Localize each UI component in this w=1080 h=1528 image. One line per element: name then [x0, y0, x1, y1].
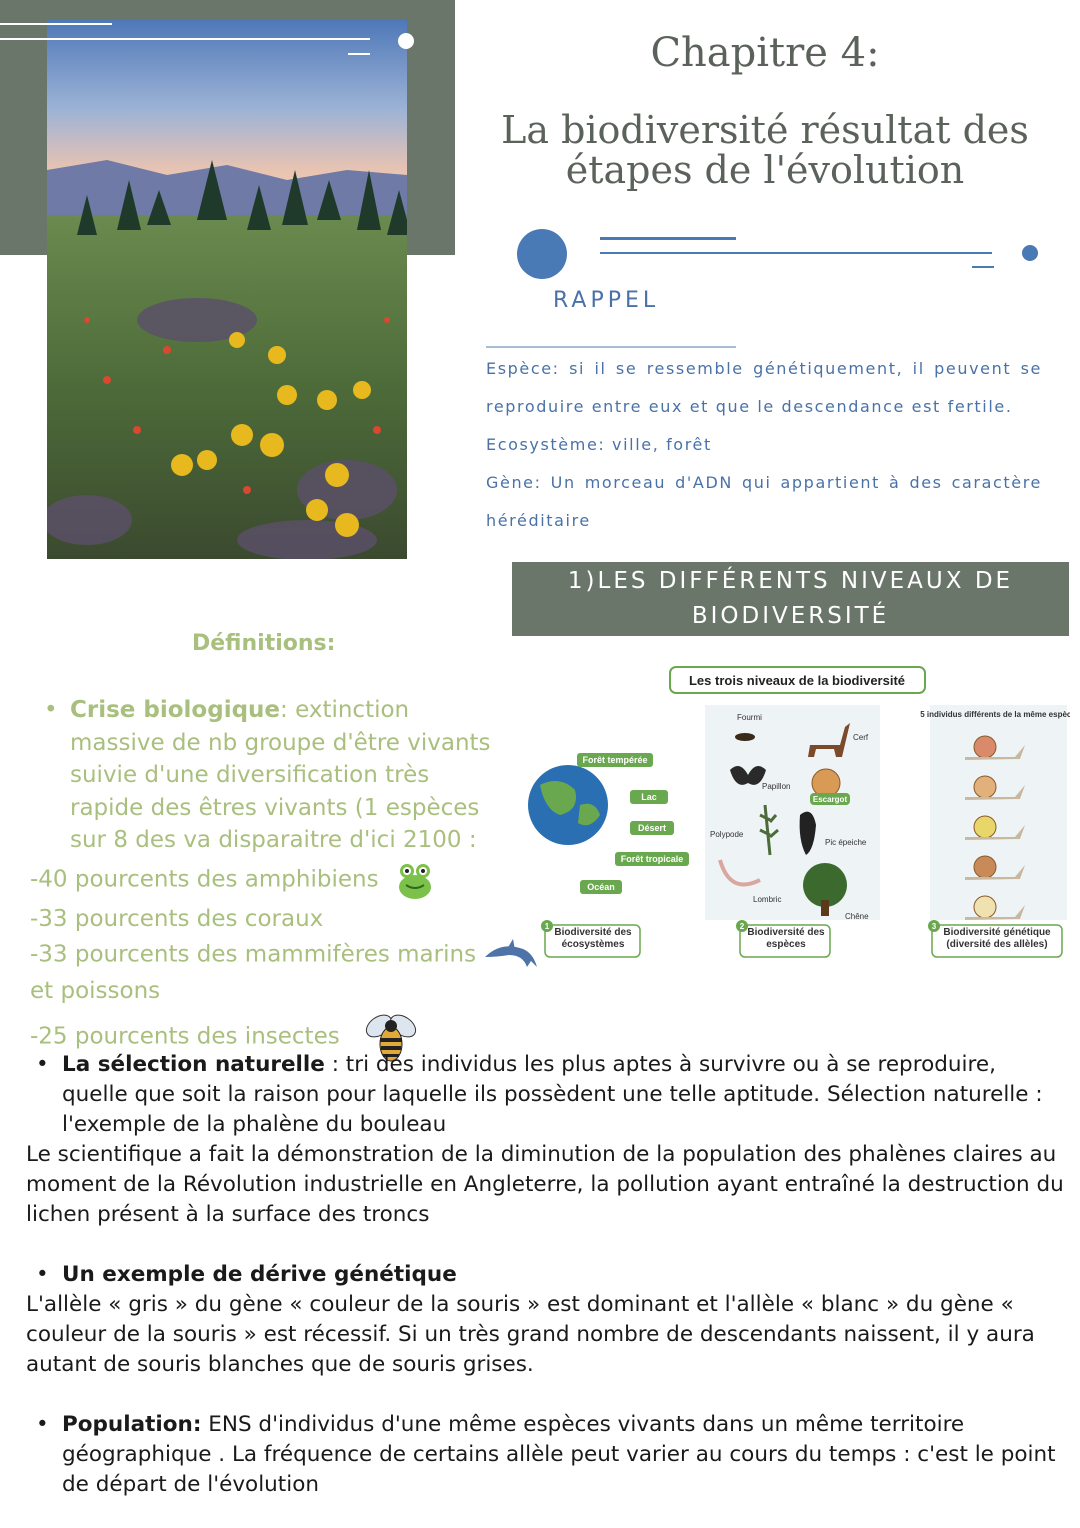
list-item	[26, 1050, 1066, 1140]
deco-dot	[517, 229, 567, 279]
paragraph: Le scientifique a fait la démonstration de la diminution de la population des phalènes claires au moment de la Révolution industrielle en Angleterre, la pollution ayant entraîné la destruction du lichen présent à la surface des troncs	[26, 1142, 1064, 1227]
body-content	[26, 1050, 1066, 1500]
deco-line	[972, 266, 994, 268]
definitions-title: Définitions:	[192, 631, 336, 656]
caption-number: 1	[544, 922, 550, 931]
page-title	[480, 110, 1050, 190]
term: Un exemple de dérive génétique	[62, 1262, 457, 1287]
deco-line	[0, 38, 370, 40]
genetic-panel	[930, 705, 1067, 920]
list-item	[30, 694, 500, 857]
definition-espece: Espèce: si il se ressemble génétiquement, il peuvent se reproduire entre eux et que le descendance est fertile.	[486, 359, 1042, 416]
stat-line	[30, 857, 500, 903]
caption-genetic: Biodiversité génétique (diversité des allèles)	[943, 927, 1051, 950]
term: La sélection naturelle	[62, 1052, 325, 1077]
rappel-definitions	[486, 350, 1042, 540]
bullet-icon: •	[44, 697, 58, 723]
caption-ecosystems: Biodiversité des écosystèmes	[554, 927, 632, 950]
stat-line	[30, 935, 500, 975]
stat-amphibiens: -40 pourcents des amphibiens	[30, 866, 379, 892]
deco-line	[0, 23, 112, 25]
eco-label: Forêt tropicale	[620, 854, 684, 864]
biodiversity-levels-figure	[520, 665, 1070, 965]
genetic-heading: 5 individus différents de la même espèce	[920, 710, 1070, 719]
section-heading-line: BIODIVERSITÉ	[691, 603, 890, 629]
species-label: Polypode	[710, 830, 744, 839]
bullet-icon: •	[36, 1052, 49, 1077]
list-item	[26, 1260, 1066, 1290]
term-definition: ENS d'individus d'une même espèces vivants dans un même territoire géographique . La fréquence de certains allèle peut varier au cours du temps : c'est le point de départ de l'évolution	[62, 1412, 1056, 1497]
chapter-heading: Chapitre 4:	[650, 30, 880, 76]
page-title-line: étapes de l'évolution	[565, 148, 965, 192]
term-definition: : extinction massive de nb groupe d'être vivants suivie d'une diversification très rapide des êtres vivants (1 espèces sur 8 des va disparaitre d'ici 2100 :	[70, 697, 491, 853]
rappel-heading: RAPPEL	[553, 288, 660, 313]
frog-icon	[392, 857, 438, 903]
term-definition: : tri des individus les plus aptes à survivre ou à se reproduire, quelle que soit la raison pour laquelle ils possèdent une telle aptitude. Sélection naturelle : l'exemple de la phalène du bouleau	[62, 1052, 1043, 1137]
bullet-icon: •	[36, 1262, 49, 1287]
deco-line	[348, 53, 370, 55]
stat-insectes: -25 pourcents des insectes	[30, 1023, 340, 1049]
list-item	[26, 1410, 1066, 1500]
term: Crise biologique	[70, 697, 281, 723]
species-label: Papillon	[762, 782, 791, 791]
deco-dot	[398, 33, 414, 49]
stat-line: et poissons	[30, 978, 161, 1004]
caption-number: 3	[931, 922, 937, 931]
stat-line: -33 pourcents des coraux	[30, 905, 324, 932]
wildflower-meadow-photo	[47, 20, 407, 559]
snail-icon	[812, 769, 840, 797]
species-label: Chêne	[845, 912, 869, 921]
species-label: Pic épeiche	[825, 838, 867, 847]
paragraph: L'allèle « gris » du gène « couleur de la souris » est dominant et l'allèle « blanc » du gène « couleur de la souris » est récessif. Si un très grand nombre de descendants naissent, il y aura autant de souris blanches que de souris grises.	[26, 1292, 1035, 1377]
caption-species: Biodiversité des espèces	[747, 927, 825, 950]
eco-label: Lac	[641, 792, 657, 802]
caption-number: 2	[739, 922, 745, 931]
eco-label: Désert	[637, 823, 667, 833]
section-heading	[512, 562, 1069, 636]
definition-ecosysteme: Ecosystème: ville, forêt	[486, 435, 712, 454]
deco-line	[600, 237, 736, 240]
eco-label: Forêt tempérée	[582, 755, 648, 765]
species-label: Escargot	[812, 795, 848, 804]
species-label: Fourmi	[737, 713, 762, 722]
species-label: Cerf	[853, 733, 869, 742]
bullet-icon: •	[36, 1412, 49, 1437]
stat-mammiferes: -33 pourcents des mammifères marins	[30, 941, 477, 968]
definition-gene: Gène: Un morceau d'ADN qui appartient à des caractère héréditaire	[486, 473, 1042, 530]
eco-label: Océan	[587, 882, 615, 892]
page-title-line: La biodiversité résultat des	[501, 108, 1029, 152]
section-heading-line: 1)LES DIFFÉRENTS NIVEAUX DE	[567, 568, 1014, 594]
deco-line	[600, 252, 992, 254]
deco-dot	[1022, 245, 1038, 261]
species-label: Lombric	[753, 895, 782, 904]
deco-line	[486, 346, 736, 348]
term: Population:	[62, 1412, 202, 1437]
figure-title: Les trois niveaux de la biodiversité	[688, 673, 906, 688]
crisis-definition	[30, 694, 500, 1066]
